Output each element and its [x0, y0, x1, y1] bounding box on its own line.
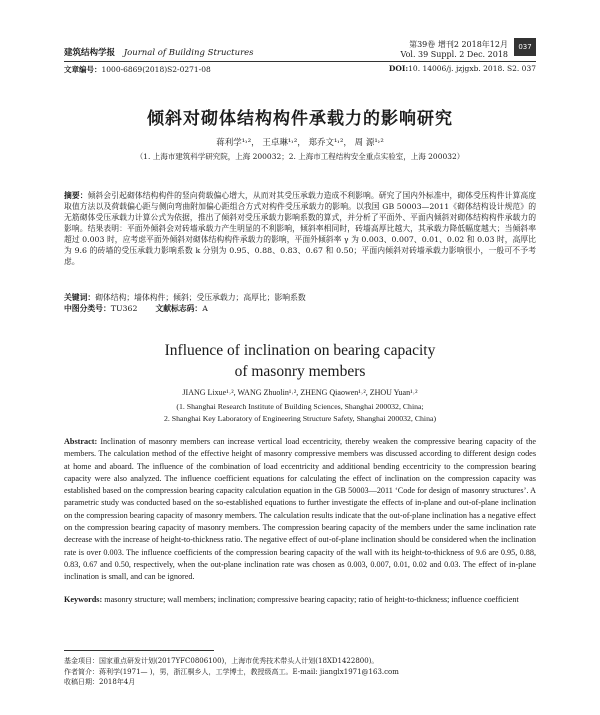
doc-code-value: A: [202, 304, 208, 313]
clc-label: 中图分类号：: [64, 304, 111, 313]
authors-en: JIANG Lixue¹˒², WANG Zhuolin¹˒², ZHENG Qiaowen¹˒², ZHOU Yuan¹˒²: [182, 388, 418, 397]
footnote-funding: 基金项目：国家重点研发计划(2017YFC0806100)，上海市优秀技术带头人计划(18XD1422800)。: [64, 657, 379, 665]
footnote-received: 收稿日期：2018年4月: [64, 678, 136, 686]
authors-cn: 蒋利学¹˒²， 王卓琳¹˒²， 郑乔文¹˒²， 周 源¹˒²: [216, 138, 384, 148]
footnote: [64, 656, 536, 688]
journal-header: [64, 38, 536, 80]
affiliations-cn: （1. 上海市建筑科学研究院，上海 200032；2. 上海市工程结构安全重点实验室，上海 200032）: [135, 152, 465, 161]
clc-value: TU362: [110, 304, 138, 313]
title-en-line2: of masonry members: [234, 363, 366, 380]
article-number: [64, 64, 211, 75]
abstract-en-label: Abstract:: [64, 437, 98, 446]
footnote-rule: [64, 650, 214, 651]
affiliation-en-2: 2. Shanghai Key Laboratory of Engineering Structure Safety, Shanghai 200032, China): [163, 414, 437, 423]
abstract-cn: [64, 190, 536, 267]
doi-value: 10. 14006/j. jzjgxb. 2018. S2. 037: [408, 64, 536, 73]
article-number-label: 文章编号：: [64, 65, 102, 74]
abstract-en: [64, 436, 536, 584]
doi: [389, 64, 536, 73]
keywords-en: [64, 594, 536, 606]
title-en: [0, 340, 600, 382]
volume-info-cn: 第39卷 增刊2 2018年12月: [409, 40, 508, 49]
article-number-value: 1000-6869(2018)S2-0271-08: [101, 65, 211, 74]
keywords-cn: [64, 292, 536, 303]
footnote-author: 作者简介：蒋利学(1971— )，男，浙江桐乡人，工学博士，教授级高工。E-mail: jianglx1971@163.com: [64, 667, 399, 676]
journal-name-cn: 建筑结构学报: [64, 48, 116, 58]
classification-cn: [64, 303, 208, 314]
volume-info: [401, 40, 508, 60]
abstract-cn-label: 摘要：: [64, 191, 88, 200]
keywords-en-label: Keywords:: [64, 595, 103, 604]
journal-name-en: Journal of Building Structures: [123, 48, 254, 58]
doi-label: DOI:: [388, 64, 409, 73]
title-en-line1: Influence of inclination on bearing capacity: [164, 342, 436, 359]
volume-info-en: Vol. 39 Suppl. 2 Dec. 2018: [400, 50, 508, 59]
affiliations-en: [0, 401, 600, 425]
keywords-en-text: masonry structure; wall members; inclination; compressive bearing capacity; ratio of height-to-thickness; influence coefficient: [104, 595, 519, 604]
doc-code-label: 文献标志码：: [155, 304, 203, 313]
keywords-cn-label: 关键词：: [64, 293, 96, 302]
abstract-en-text: Inclination of masonry members can increase vertical load eccentricity, thereby weaken the compressive bearing capacity of the members. The calculation method of the effective height of masonry compressive members was discussed according to different design codes at home and aboard. The influence of the combination of load eccentricity and additional bending eccentricity to the compression bearing capacity were also analyzed. The influence coefficient equations for calculating the effect of inclination on the compression capacity was established based on the compression bearing capacity calculation equation in the GB 50003—2011 ‘Code for design of masonry structures’. A parametric study was conducted based on the so-established equations to further investigate the effects of in-plane and out-of-plane inclination on the compression bearing capacity of masonry members. The calculation results indicate that the out-of-plane inclination has a negative effect on the compression bearing capacity of masonry members. The compression bearing capacity of the members under the same inclination rate decrease with the increase of height-to-thickness ratio. The negative effect of out-of-plane inclination should be considered when the inclination rate is over 0.003. The influence coefficients of the compression bearing capacity of the wall with its height-to-thickness of 9.6 are 0.95, 0.88, 0.83, 0.67 and 0.50, respectively, when the out-plane inclination rate was chosen as 0.003, 0.007, 0.01, 0.02 and 0.03. The effect of in-plane inclination is small, and can be ignored.: [64, 437, 536, 582]
journal-name: [64, 46, 254, 58]
abstract-cn-text: 倾斜会引起砌体结构构件的竖向荷载偏心增大，从而对其受压承载力造成不利影响。研究了国内外标准中，砌体受压构件计算高度取值方法以及荷载偏心距与侧向弯曲附加偏心距组合方式对构件受压承载力的影响。以我国 GB 50003—2011《砌体结构设计规范》的无筋砌体受压承载力计算公式为依据，推出了倾斜对受压承载力影响系数的算式，并分析了平面外、平面内倾斜对砌体结构构件承载力的影响。结果表明：平面外倾斜会对砖墙承载力产生明显的不利影响，倾斜率相同时，砖墙高厚比越大，其承载力降低幅度越大；当倾斜率超过 0.003 时，应考虑平面外倾斜对砌体结构构件承载力的影响，平面外倾斜率 γ 为 0.003、0.007、0.01、0.02 和 0.03 时，高厚比为 9.6 的砖墙的受压承载力影响系数 k 分别为 0.95、0.88、0.83、0.67 和 0.50；平面内倾斜对砖墙承载力影响很小，一般可不予考虑。: [64, 191, 536, 266]
affiliation-en-1: (1. Shanghai Research Institute of Building Sciences, Shanghai 200032, China;: [176, 402, 424, 411]
keywords-cn-text: 砌体结构；墙体构件；倾斜；受压承载力；高厚比；影响系数: [95, 293, 306, 302]
page-badge: 037: [514, 38, 536, 56]
header-rule: [64, 61, 536, 62]
title-cn: 倾斜对砌体结构构件承载力的影响研究: [147, 109, 453, 129]
